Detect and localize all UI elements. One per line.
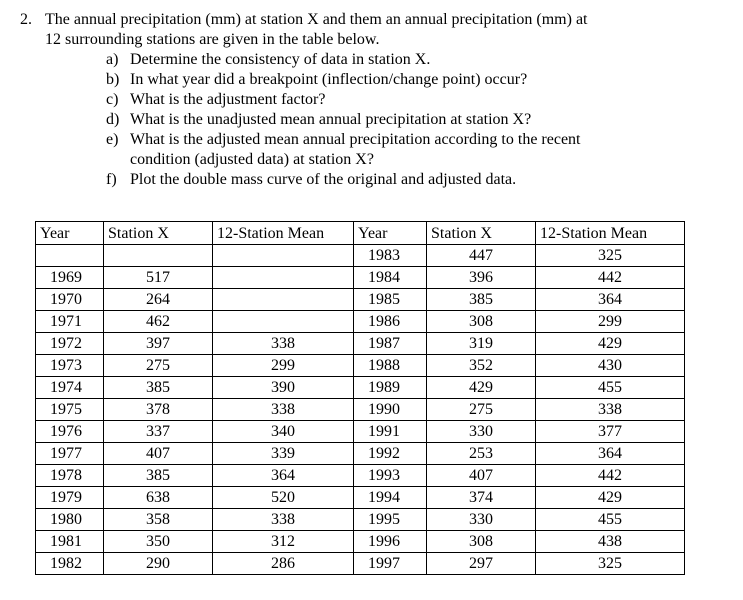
sub-question-list: [106, 50, 730, 190]
cell-12-station-mean: 312: [213, 531, 354, 553]
sub-question-text: What is the adjusted mean annual precipitation according to the recent: [130, 131, 581, 148]
cell-year: 1982: [36, 553, 104, 575]
cell-year-2: 1985: [354, 289, 427, 311]
cell-station-x-2: 447: [427, 245, 536, 267]
cell-station-x: 378: [104, 399, 213, 421]
table-row: [36, 267, 685, 289]
table-row: [36, 531, 685, 553]
cell-station-x: 385: [104, 465, 213, 487]
cell-12-station-mean-2: 299: [536, 311, 685, 333]
cell-station-x: 397: [104, 333, 213, 355]
header-12-station-mean: 12-Station Mean: [213, 222, 354, 245]
header-year: Year: [36, 222, 104, 245]
table-row: [36, 465, 685, 487]
cell-12-station-mean-2: 377: [536, 421, 685, 443]
cell-12-station-mean-2: 325: [536, 245, 685, 267]
cell-station-x: [104, 245, 213, 267]
cell-year: 1977: [36, 443, 104, 465]
sub-question-text: Determine the consistency of data in station X.: [130, 51, 431, 68]
cell-station-x-2: 297: [427, 553, 536, 575]
table-row: [36, 399, 685, 421]
cell-year-2: 1984: [354, 267, 427, 289]
cell-12-station-mean: [213, 245, 354, 267]
cell-12-station-mean-2: 455: [536, 509, 685, 531]
question-number: 2.: [20, 11, 32, 28]
cell-year-2: 1983: [354, 245, 427, 267]
cell-station-x: 350: [104, 531, 213, 553]
cell-12-station-mean: 338: [213, 333, 354, 355]
cell-12-station-mean-2: 325: [536, 553, 685, 575]
cell-station-x: 385: [104, 377, 213, 399]
cell-year-2: 1995: [354, 509, 427, 531]
cell-station-x: 337: [104, 421, 213, 443]
cell-year: 1975: [36, 399, 104, 421]
cell-year: 1979: [36, 487, 104, 509]
cell-12-station-mean-2: 430: [536, 355, 685, 377]
cell-year-2: 1996: [354, 531, 427, 553]
sub-question-a: [106, 50, 730, 70]
cell-12-station-mean: 520: [213, 487, 354, 509]
sub-question-text: What is the unadjusted mean annual precipitation at station X?: [130, 111, 532, 128]
cell-station-x: 275: [104, 355, 213, 377]
cell-station-x-2: 429: [427, 377, 536, 399]
cell-12-station-mean: [213, 289, 354, 311]
cell-year-2: 1991: [354, 421, 427, 443]
cell-year-2: 1987: [354, 333, 427, 355]
cell-12-station-mean: 299: [213, 355, 354, 377]
cell-12-station-mean: 390: [213, 377, 354, 399]
table-header-row: [36, 222, 685, 245]
question-stem-line-2: 12 surrounding stations are given in the table below.: [45, 31, 380, 48]
cell-station-x-2: 374: [427, 487, 536, 509]
cell-12-station-mean-2: 442: [536, 267, 685, 289]
cell-station-x: 407: [104, 443, 213, 465]
cell-year-2: 1988: [354, 355, 427, 377]
sub-question-label: a): [106, 51, 119, 68]
cell-station-x-2: 253: [427, 443, 536, 465]
cell-year: 1981: [36, 531, 104, 553]
table-row: [36, 443, 685, 465]
table-row: [36, 377, 685, 399]
cell-year-2: 1990: [354, 399, 427, 421]
cell-year: 1972: [36, 333, 104, 355]
table-row: [36, 311, 685, 333]
sub-question-label: d): [106, 111, 120, 128]
cell-station-x: 264: [104, 289, 213, 311]
sub-question-text: Plot the double mass curve of the original and adjusted data.: [130, 171, 517, 188]
sub-question-label: c): [106, 91, 119, 108]
table-row: [36, 289, 685, 311]
sub-question-text: In what year did a breakpoint (inflection/change point) occur?: [130, 71, 528, 88]
sub-question-label: e): [106, 131, 119, 148]
cell-station-x-2: 385: [427, 289, 536, 311]
cell-12-station-mean-2: 429: [536, 487, 685, 509]
cell-year: 1978: [36, 465, 104, 487]
question-block: [20, 10, 730, 190]
precipitation-table: [35, 221, 685, 575]
table-row: [36, 509, 685, 531]
cell-year: 1969: [36, 267, 104, 289]
table-row: [36, 553, 685, 575]
cell-station-x-2: 352: [427, 355, 536, 377]
cell-12-station-mean-2: 455: [536, 377, 685, 399]
table-body: [36, 245, 685, 575]
cell-station-x-2: 308: [427, 531, 536, 553]
cell-station-x-2: 396: [427, 267, 536, 289]
cell-station-x: 290: [104, 553, 213, 575]
sub-question-f: [106, 170, 730, 190]
cell-station-x: 462: [104, 311, 213, 333]
cell-station-x-2: 319: [427, 333, 536, 355]
cell-year: 1970: [36, 289, 104, 311]
question-stem-line-1: The annual precipitation (mm) at station X and them an annual precipitation (mm) at: [45, 11, 588, 28]
cell-station-x: 517: [104, 267, 213, 289]
cell-12-station-mean-2: 429: [536, 333, 685, 355]
cell-year-2: 1992: [354, 443, 427, 465]
table-row: [36, 245, 685, 267]
cell-station-x-2: 330: [427, 421, 536, 443]
cell-12-station-mean-2: 364: [536, 289, 685, 311]
cell-12-station-mean: 339: [213, 443, 354, 465]
cell-station-x-2: 275: [427, 399, 536, 421]
cell-station-x: 358: [104, 509, 213, 531]
cell-year: [36, 245, 104, 267]
cell-12-station-mean: 338: [213, 509, 354, 531]
cell-year: 1976: [36, 421, 104, 443]
cell-station-x-2: 330: [427, 509, 536, 531]
table-row: [36, 421, 685, 443]
cell-12-station-mean: [213, 267, 354, 289]
cell-12-station-mean-2: 442: [536, 465, 685, 487]
cell-12-station-mean: [213, 311, 354, 333]
cell-year: 1973: [36, 355, 104, 377]
cell-12-station-mean-2: 364: [536, 443, 685, 465]
header-12-station-mean-2: 12-Station Mean: [536, 222, 685, 245]
cell-year-2: 1994: [354, 487, 427, 509]
cell-year-2: 1989: [354, 377, 427, 399]
table-row: [36, 487, 685, 509]
sub-question-label: f): [106, 171, 117, 188]
cell-12-station-mean: 340: [213, 421, 354, 443]
cell-year: 1974: [36, 377, 104, 399]
cell-year-2: 1986: [354, 311, 427, 333]
sub-question-label: b): [106, 71, 120, 88]
cell-12-station-mean-2: 438: [536, 531, 685, 553]
cell-year: 1980: [36, 509, 104, 531]
sub-question-c: [106, 90, 730, 110]
header-station-x-2: Station X: [427, 222, 536, 245]
cell-station-x-2: 308: [427, 311, 536, 333]
sub-question-b: [106, 70, 730, 90]
table-row: [36, 333, 685, 355]
cell-12-station-mean: 286: [213, 553, 354, 575]
cell-12-station-mean-2: 338: [536, 399, 685, 421]
header-station-x: Station X: [104, 222, 213, 245]
cell-station-x-2: 407: [427, 465, 536, 487]
sub-question-e: [106, 130, 730, 150]
cell-station-x: 638: [104, 487, 213, 509]
cell-12-station-mean: 364: [213, 465, 354, 487]
question-stem: [20, 10, 730, 50]
sub-question-text: What is the adjustment factor?: [130, 91, 326, 108]
sub-question-d: [106, 110, 730, 130]
table-row: [36, 355, 685, 377]
cell-year-2: 1993: [354, 465, 427, 487]
header-year-2: Year: [354, 222, 427, 245]
cell-year: 1971: [36, 311, 104, 333]
cell-year-2: 1997: [354, 553, 427, 575]
sub-question-text: condition (adjusted data) at station X?: [130, 151, 374, 168]
sub-question-e-continued: [106, 150, 730, 170]
cell-12-station-mean: 338: [213, 399, 354, 421]
